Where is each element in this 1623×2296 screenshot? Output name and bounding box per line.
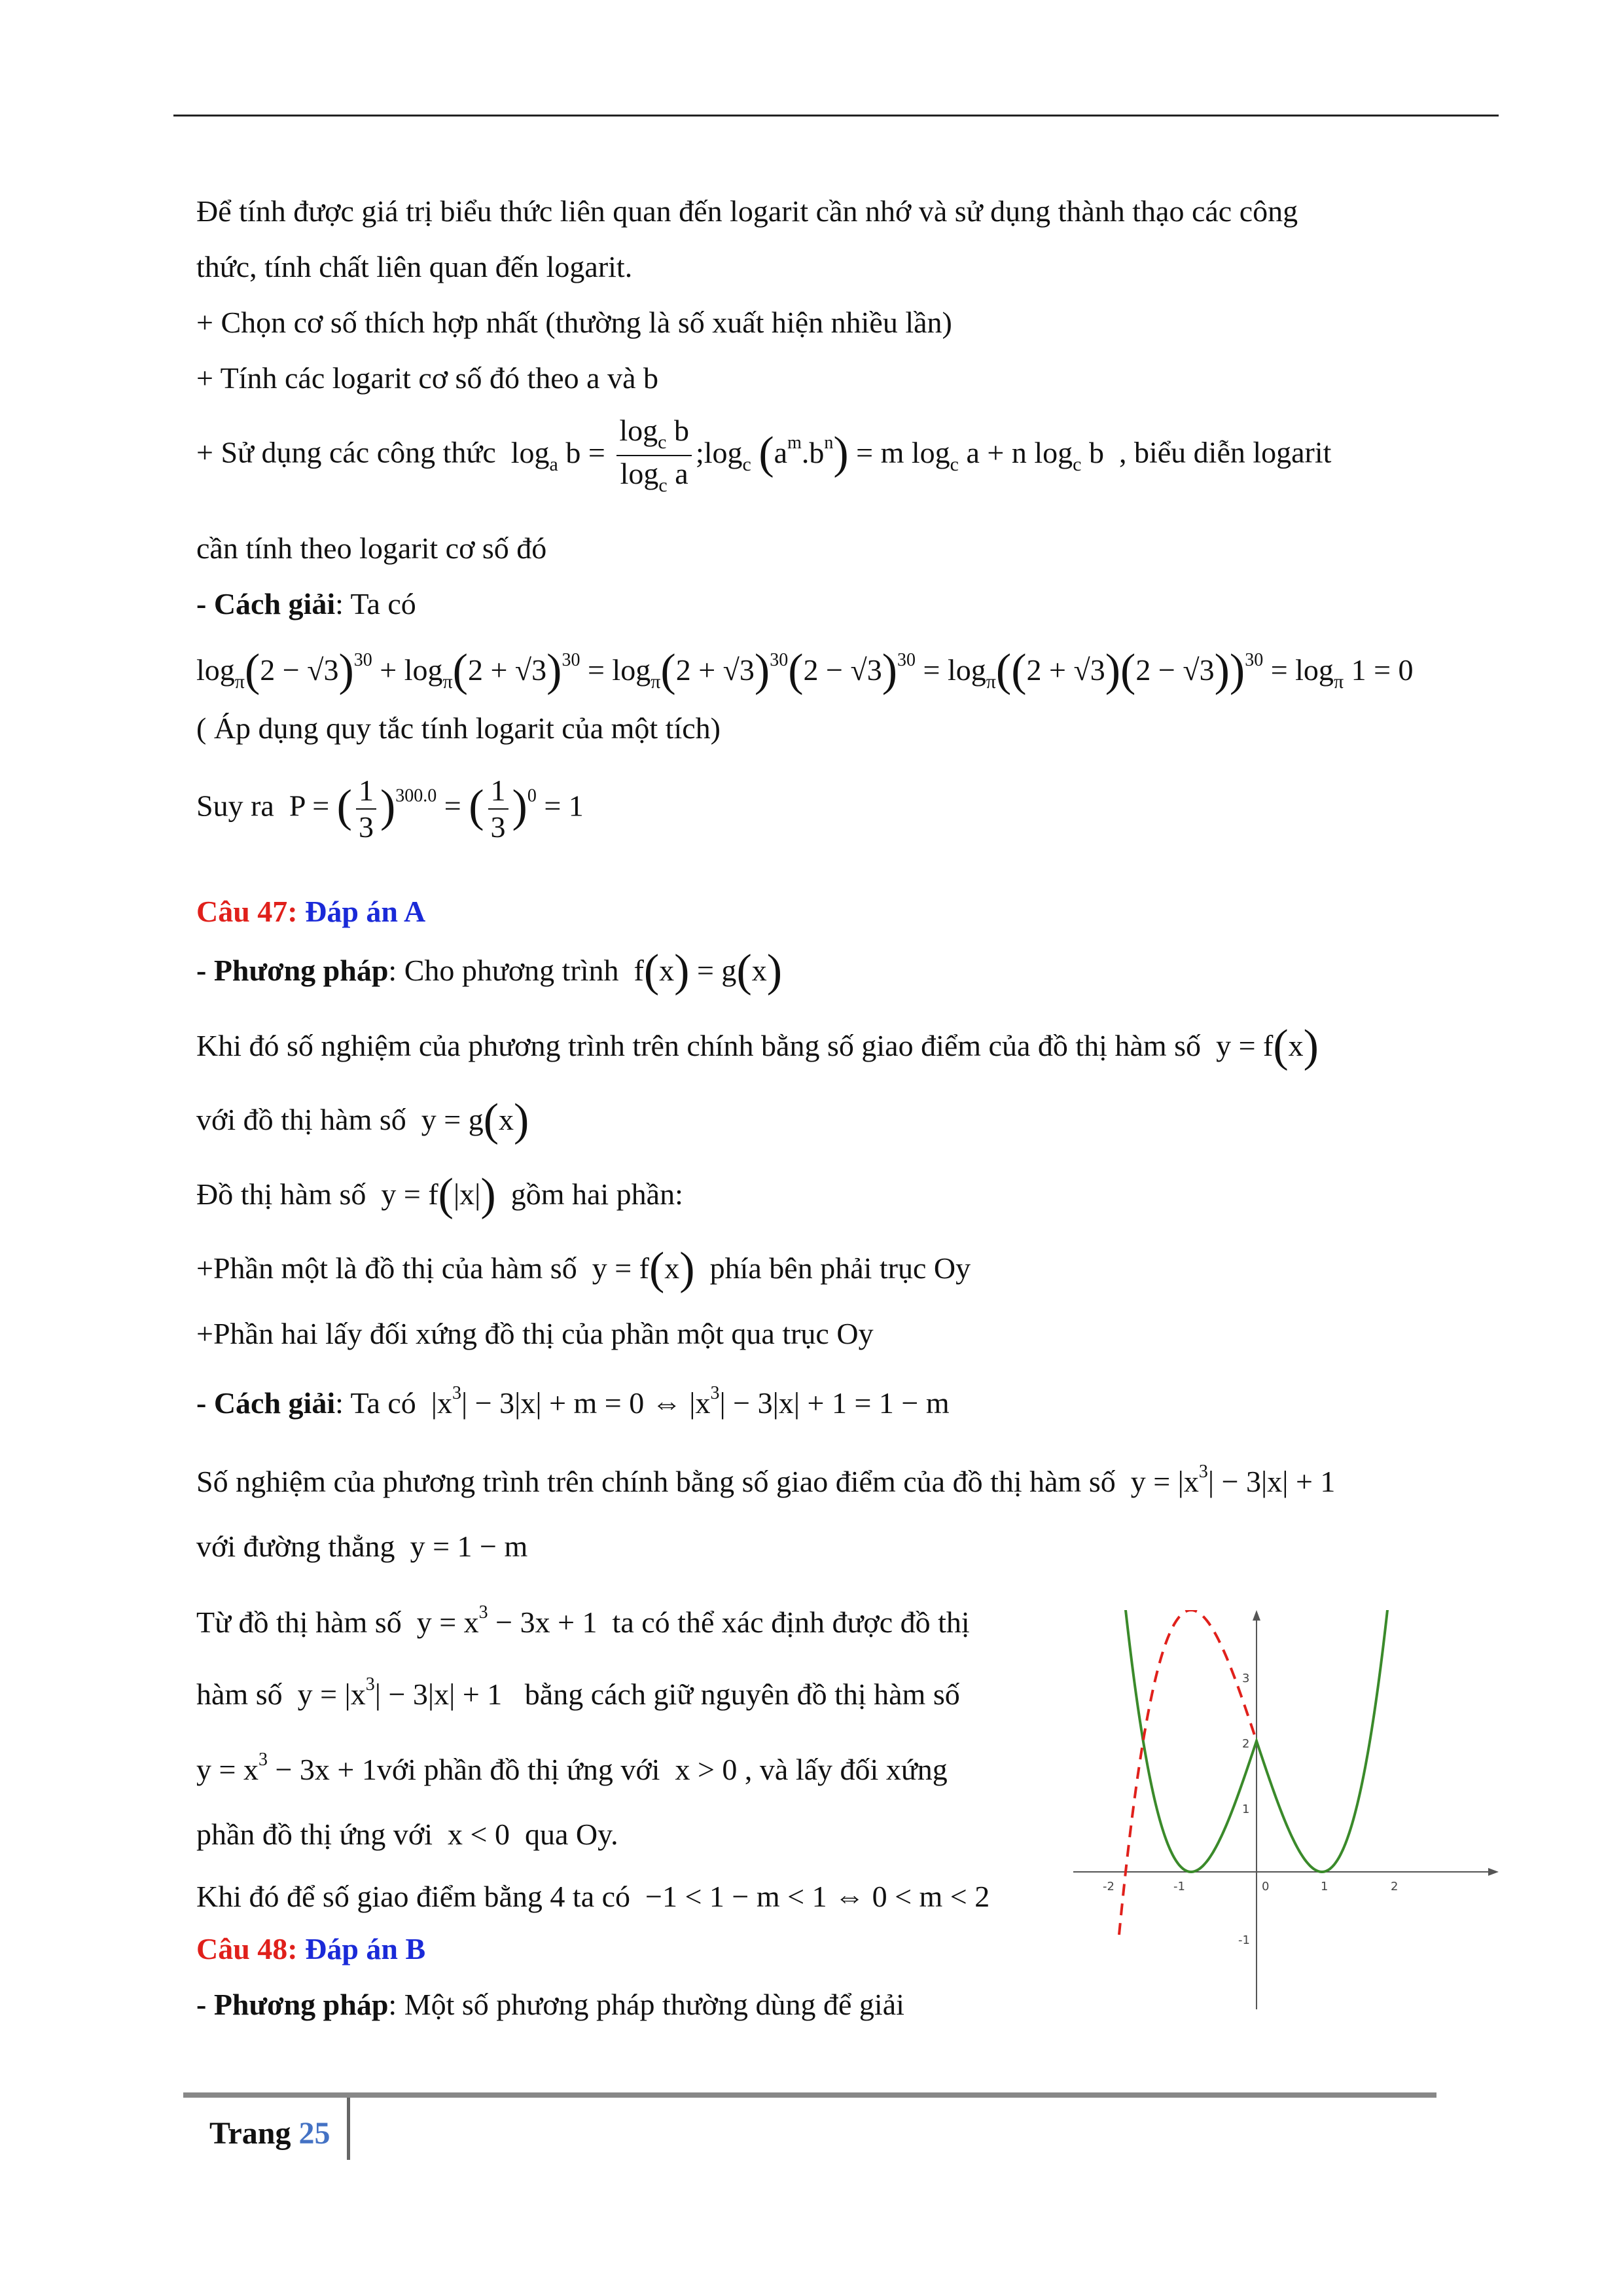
intro-line-4: + Tính các logarit cơ số đó theo a và b — [196, 361, 658, 395]
top-rule — [173, 115, 1499, 117]
q47-line-12: Khi đó để số giao điểm bằng 4 ta có −1 < 1 − m < 1 ⇔ 0 < m < 2 — [196, 1880, 990, 1913]
y-tick-label: 1 — [1242, 1803, 1250, 1816]
p-result: Suy ra P = ( $\frac{1}{3}$ )$^{300.0}$ = ( $\frac{1}{3}$ )$^0$ = 1 — [196, 774, 584, 844]
q47-line-7: với đường thẳng y = 1 − m — [196, 1530, 528, 1563]
q47-method-label: - Phương pháp — [196, 954, 389, 987]
y-tick-label: -1 — [1238, 1933, 1250, 1947]
y-tick-label: 3 — [1242, 1672, 1250, 1685]
q47-line-6: Số nghiệm của phương trình trên chính bằng số giao điểm của đồ thị hàm số $y = |x^3| - 3|x| + 1$ — [196, 1462, 1336, 1498]
q47-line-8: Từ đồ thị hàm số $y = x^3 - 3x + 1$ ta có thể xác định được đồ thị — [196, 1602, 970, 1639]
solution-46-note: ( Áp dụng quy tắc tính logarit của một tích) — [196, 711, 721, 745]
y-tick-label: 2 — [1242, 1737, 1250, 1751]
intro-line-1: Để tính được giá trị biểu thức liên quan đến logarit cần nhớ và sử dụng thành thạo các công — [196, 194, 1298, 228]
suy-ra-label: Suy ra — [196, 789, 274, 823]
question-48-answer: Đáp án B — [305, 1932, 426, 1965]
q47-line-5: +Phần hai lấy đối xứng đồ thị của phần một qua trục Oy — [196, 1317, 874, 1350]
footer-label: Trang — [209, 2116, 291, 2151]
solution-text: : Ta có — [335, 587, 416, 620]
intro-line-6: cần tính theo logarit cơ số đó — [196, 531, 547, 565]
solution-label: - Cách giải — [196, 587, 336, 620]
q47-solution-label: - Cách giải — [196, 1386, 336, 1420]
page-number: 25 — [298, 2116, 330, 2151]
q47-line-9: hàm số $y = |x^3| - 3|x| + 1$ bằng cách giữ nguyên đồ thị hàm số — [196, 1674, 960, 1711]
log-pi-equation: $\log_\pi(2 - √3)^{30} + \log_\pi(2 + √3)^{30} = \log_\pi(2 + √3)^{30}(2 - √3)^{30} = \log_\pi((2 + √3)(2 - √3))^{30} = \log_\pi 1 = 0$ — [196, 645, 1414, 696]
question-47-heading — [196, 897, 425, 927]
exponent-2: 0 — [527, 785, 537, 806]
intro-line-5 — [196, 416, 1331, 495]
intro-line-3: + Chọn cơ số thích hợp nhất (thường là số xuất hiện nhiều lần) — [196, 306, 952, 339]
log-formula: $\log_a b$ = $\frac{\log_c b}{\log_c a}$ $;\log_c$ $(a^m.b^n) = m$ $\log_c a + n$ $\log_c b$ — [503, 414, 1119, 496]
x-tick-label: -1 — [1173, 1880, 1185, 1893]
function-graph — [1073, 1610, 1499, 2016]
footer-divider — [347, 2098, 350, 2160]
question-48-title: Câu 48: — [196, 1932, 298, 1965]
question-48-heading — [196, 1934, 425, 1964]
intro-line-5-pre: + Sử dụng các công thức — [196, 435, 496, 469]
q47-line-1: Khi đó số nghiệm của phương trình trên chính bằng số giao điểm của đồ thị hàm số y = f(x) — [196, 1021, 1319, 1071]
solution-46-heading — [196, 589, 416, 619]
exponent-1: 300.0 — [395, 785, 437, 806]
q47-line-2: với đồ thị hàm số y = g(x) — [196, 1095, 529, 1145]
q47-method-text: : Cho phương trình — [388, 954, 619, 987]
q47-solution-line: - Cách giải: Ta có $|x^3| - 3|x| + m = 0$ ⇔ $|x^3| - 3|x| + 1 = 1 - m$ — [196, 1383, 950, 1420]
x-tick-label: 2 — [1391, 1880, 1399, 1893]
intro-line-2: thức, tính chất liên quan đến logarit. — [196, 250, 633, 283]
dashed-curve — [1119, 1610, 1257, 1935]
y-axis-arrow — [1253, 1610, 1260, 1621]
x-tick-label: 1 — [1321, 1880, 1329, 1893]
x-tick-label: 0 — [1262, 1880, 1270, 1893]
q48-method-line: - Phương pháp: Một số phương pháp thường dùng để giải — [196, 1988, 904, 2021]
q47-line-4: +Phần một là đồ thị của hàm số y = f(x) phía bên phải trục Oy — [196, 1244, 971, 1294]
footer-rule — [183, 2092, 1436, 2098]
x-axis-arrow — [1488, 1868, 1499, 1876]
q47-line-11: phần đồ thị ứng với x < 0 qua Oy. — [196, 1818, 618, 1851]
q47-line-10: $y = x^3 - 3x$ + 1với phần đồ thị ứng với x > 0 , và lấy đối xứng — [196, 1749, 948, 1786]
q47-line-3: Đồ thị hàm số y = f(|x|) gồm hai phần: — [196, 1170, 683, 1220]
q47-method-line: - Phương pháp: Cho phương trình f(x) = g(x) — [196, 946, 783, 996]
page-footer — [209, 2115, 330, 2151]
x-tick-label: -2 — [1103, 1880, 1115, 1893]
intro-line-5-post: , biểu diễn logarit — [1118, 435, 1332, 469]
question-47-answer: Đáp án A — [305, 895, 426, 928]
question-47-title: Câu 47: — [196, 895, 298, 928]
